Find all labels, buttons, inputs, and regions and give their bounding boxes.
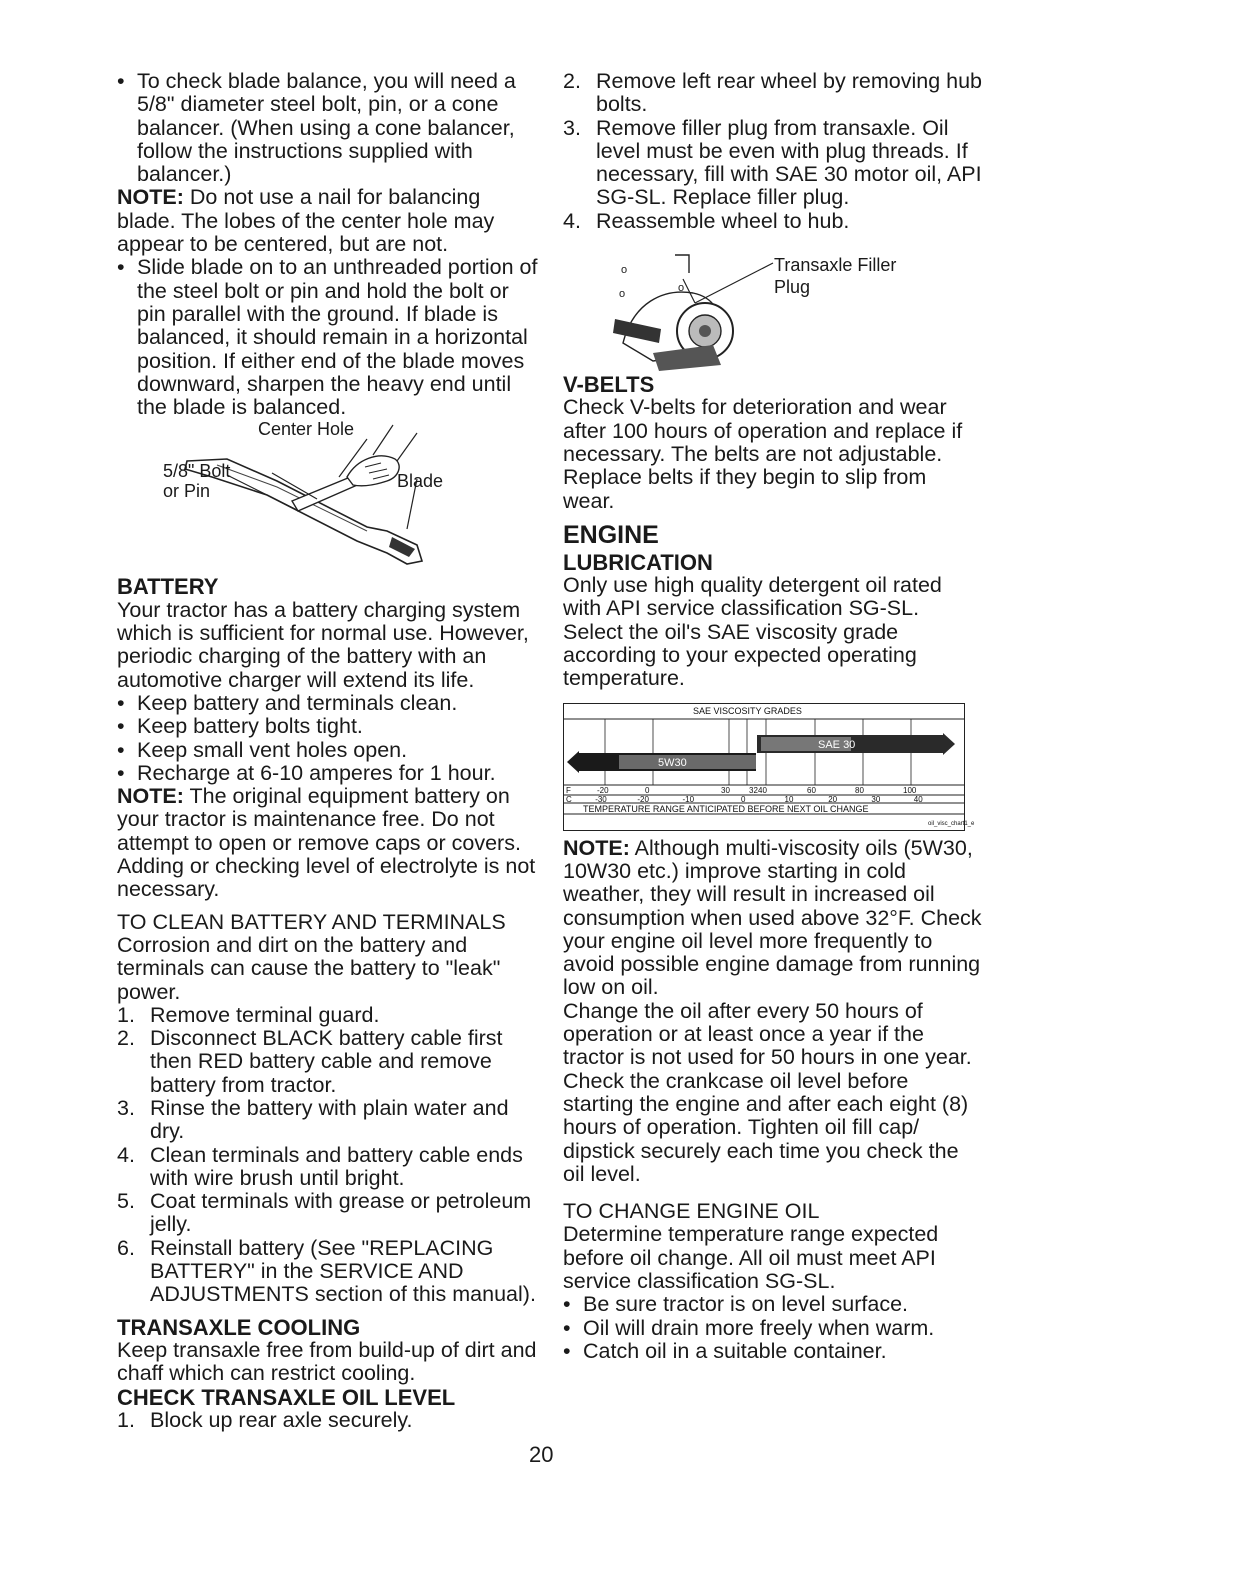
page-number: 20 <box>529 1442 554 1467</box>
clean-step: 4. Clean terminals and battery cable ends with wire brush until bright. <box>117 1142 523 1190</box>
chart-f-tick: 100 <box>903 785 917 795</box>
chart-arrow-right <box>943 733 955 755</box>
blade-check-bullet: • To check blade balance, you will need a 5/8" diameter steel bolt, pin, or a cone balancer. (When using a cone balancer, follow the instructions supplied with balancer.) <box>117 69 516 187</box>
transaxle-step: 4. Reassemble wheel to hub. <box>563 208 850 233</box>
chart-f-tick: 80 <box>855 785 864 795</box>
label-plug: Plug <box>774 277 811 298</box>
right-column <box>563 70 983 1363</box>
bullet-icon: • <box>117 737 125 762</box>
battery-text: Your tractor has a battery charging system which is sufficient for normal use. However, periodic charging of the battery with an automotive charger will extend its life. <box>117 597 529 692</box>
check-oil-step: 1. Block up rear axle securely. <box>117 1407 413 1432</box>
clean-step: 5. Coat terminals with grease or petroleum jelly. <box>117 1189 532 1237</box>
chart-f-tick: 30 <box>721 785 730 795</box>
note-nail: NOTE: Do not use a nail for balancing blade. The lobes of the center hole may appear to be centered, but are not. <box>117 185 495 257</box>
transaxle-step: 3. Remove filler plug from transaxle. Oil level must be even with plug threads. If necessary, fill with SAE 30 motor oil, API SG-SL. Replace filler plug. <box>563 115 982 210</box>
svg-text:o: o <box>619 288 626 301</box>
change-engine-oil-heading: TO CHANGE ENGINE OIL <box>563 1199 820 1224</box>
lubrication-text: Only use high quality detergent oil rated with API service classification SG-SL. Select the oil's SAE viscosity grade according to your expected operating temperature. <box>563 573 942 691</box>
check-transaxle-oil-heading: CHECK TRANSAXLE OIL LEVEL <box>117 1384 456 1410</box>
clean-step: 2. Disconnect BLACK battery cable first then RED battery cable and remove battery from tractor. <box>117 1026 503 1097</box>
chart-c-axis-label: C <box>566 794 572 804</box>
battery-bullet: • Recharge at 6-10 amperes for 1 hour. <box>117 760 496 785</box>
chart-f-axis-label: F <box>566 785 571 795</box>
chart-c-tick: 30 <box>871 794 881 804</box>
clean-battery-text: Corrosion and dirt on the battery and terminals can cause the battery to "leak" power. <box>117 932 501 1004</box>
chart-label-sae30: SAE 30 <box>818 738 856 751</box>
svg-text:o: o <box>621 264 628 277</box>
clean-step: 1. Remove terminal guard. <box>117 1002 380 1027</box>
chart-footer: TEMPERATURE RANGE ANTICIPATED BEFORE NEXT OIL CHANGE <box>583 803 869 814</box>
transaxle-filler-figure <box>563 233 983 373</box>
blade-balance-figure <box>117 419 537 569</box>
chart-c-tick: 10 <box>784 794 794 804</box>
bullet-icon: • <box>563 1338 571 1363</box>
slide-blade-bullet: • Slide blade on to an unthreaded portion of the steel bolt or pin and hold the bolt or pin parallel with the ground. If blade is balanced, it should remain in a horizontal position. If either end of the blade moves downward, sharpen the heavy end until the blade is balanced. <box>117 255 538 420</box>
chart-c-tick: -30 <box>595 794 607 804</box>
chart-code: oil_visc_chart1_e <box>928 820 975 827</box>
transaxle-illustration <box>563 233 983 373</box>
engine-heading: ENGINE <box>563 520 659 549</box>
label-bolt: 5/8" Bolt <box>163 461 231 482</box>
chart-arrow-left <box>567 751 579 773</box>
chart-f-tick: 32 <box>749 785 758 795</box>
chart-c-tick: 40 <box>913 794 923 804</box>
note-battery: NOTE: The original equipment battery on your tractor is maintenance free. Do not attempt to open or remove caps or covers. Adding or checking level of electrolyte is not necessary. <box>117 784 536 902</box>
battery-bullet: • Keep battery and terminals clean. <box>117 690 458 715</box>
chart-c-tick: -20 <box>637 794 649 804</box>
clean-step: 6. Reinstall battery (See "REPLACING BATTERY" in the SERVICE AND ADJUSTMENTS section of this manual). <box>117 1235 536 1307</box>
chart-title: SAE VISCOSITY GRADES <box>693 705 802 716</box>
battery-bullet: • Keep small vent holes open. <box>117 737 408 762</box>
vbelts-text: Check V-belts for deterioration and wear after 100 hours of operation and replace if necessary. The belts are not adjustable. Replace belts if they begin to slip from wear. <box>563 395 963 513</box>
chart-c-tick: 0 <box>741 794 746 804</box>
bullet-icon: • <box>117 714 125 739</box>
transaxle-cooling-text: Keep transaxle free from build-up of dirt and chaff which can restrict cooling. <box>117 1337 537 1386</box>
change-oil-bullet: • Oil will drain more freely when warm. <box>563 1315 935 1340</box>
lubrication-heading: LUBRICATION <box>563 549 713 575</box>
bullet-icon: • <box>117 69 125 93</box>
bullet-icon: • <box>563 1315 571 1340</box>
bullet-icon: • <box>117 255 125 280</box>
battery-heading: BATTERY <box>117 574 219 600</box>
viscosity-chart <box>563 703 975 831</box>
chart-f-tick: 40 <box>758 785 767 795</box>
bullet-icon: • <box>117 690 125 715</box>
chart-label-5w30: 5W30 <box>658 756 687 769</box>
transaxle-step: 2. Remove left rear wheel by removing hub bolts. <box>563 69 982 117</box>
label-or-pin: or Pin <box>163 481 211 502</box>
battery-bullet: • Keep battery bolts tight. <box>117 714 363 739</box>
bullet-icon: • <box>563 1292 571 1317</box>
change-oil-bullet: • Catch oil in a suitable container. <box>563 1338 887 1363</box>
change-oil-interval-text: Change the oil after every 50 hours of operation or at least once a year if the tractor is not used for 50 hours in one year. <box>563 998 972 1070</box>
change-oil-bullet: • Be sure tractor is on level surface. <box>563 1292 909 1317</box>
vbelts-heading: V-BELTS <box>563 372 655 398</box>
label-center-hole: Center Hole <box>258 419 355 440</box>
left-column <box>117 70 542 1432</box>
bullet-icon: • <box>117 760 125 785</box>
label-blade: Blade <box>397 471 444 492</box>
chart-bar-inner <box>619 755 756 769</box>
chart-c-tick: 20 <box>828 794 838 804</box>
chart-f-tick: 60 <box>807 785 816 795</box>
chart-c-tick: -10 <box>682 794 695 804</box>
clean-battery-heading: TO CLEAN BATTERY AND TERMINALS <box>117 909 506 934</box>
note-multiviscosity: NOTE: Although multi-viscosity oils (5W30, 10W30 etc.) improve starting in cold weather, they will result in increased oil consumption when used above 32°F. Check your engine oil level more frequently to avoid possible engine damage from running low on oil. <box>563 835 982 1000</box>
crankcase-text: Check the crankcase oil level before starting the engine and after each eight (8) hours of operation. Tighten oil fill cap/ dipstick securely each time you check the oil level. <box>563 1068 969 1186</box>
chart-f-tick: -20 <box>597 785 609 795</box>
svg-text:o: o <box>678 282 685 295</box>
chart-f-tick: 0 <box>645 785 650 795</box>
label-transaxle-filler: Transaxle Filler <box>774 255 897 276</box>
change-engine-oil-text: Determine temperature range expected before oil change. All oil must meet API service classification SG-SL. <box>563 1222 939 1293</box>
transaxle-cooling-heading: TRANSAXLE COOLING <box>117 1314 361 1340</box>
clean-step: 3. Rinse the battery with plain water and dry. <box>117 1095 509 1144</box>
